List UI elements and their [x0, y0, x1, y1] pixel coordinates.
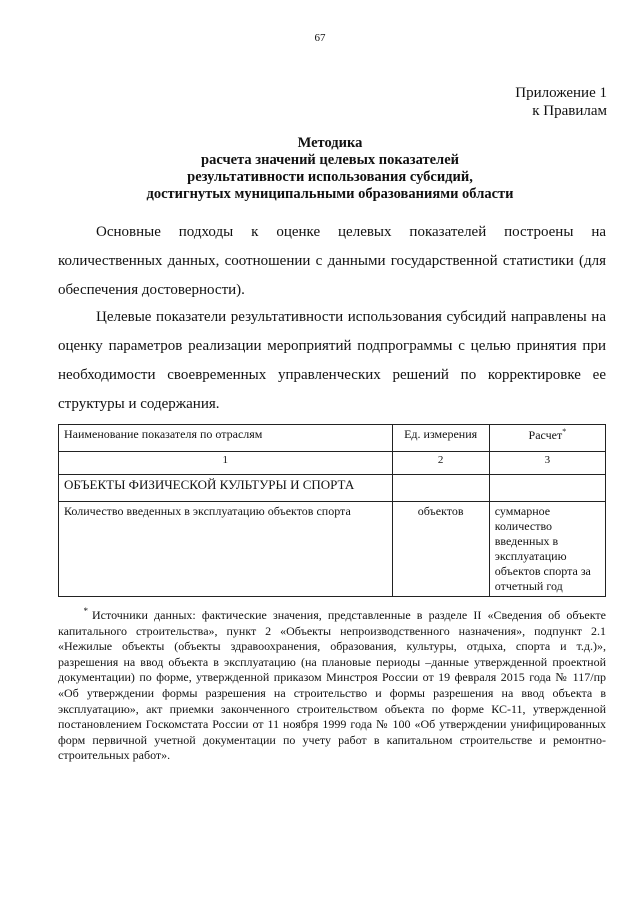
header-unit: Ед. измерения: [392, 425, 489, 452]
indicator-unit: объектов: [392, 502, 489, 597]
table-column-numbers-row: [59, 452, 606, 475]
table-section-row: [59, 475, 606, 502]
calc-line: эксплуатацию: [494, 549, 567, 563]
calc-line: отчетный год: [494, 579, 563, 593]
table-header-row: [59, 425, 606, 452]
indicators-table: [58, 424, 606, 597]
paragraph-1: [58, 218, 606, 305]
table-row: [59, 502, 606, 597]
title-line-2: расчета значений целевых показателей: [201, 152, 459, 168]
footnote-text: Источники данных: фактические значения, представленные в разделе II «Сведения об объекте капитального строительства», пункт 2 «Объекты непроизводственного назначения», подпункт 2.1 «Нежилые объекты (объекты здравоохранения, образования, культуры, отдыха, спорта и т.д.)», разрешения на ввод объекта в эксплуатацию (на плановые периоды –данные утвержденной проектной документации) по форме, утвержденной приказом Минстроя России от 19 февраля 2015 года № 117/пр «Об утверждении формы разрешения на строительство и формы разрешения на ввод объекта в эксплуатацию», акт приемки законченного строительством объекта по форме КС-11, утвержденной постановлением Госкомстата России от 11 ноября 1999 года № 100 «Об утверждении унифицированных форм первичной учетной документации по учету работ в капитальном строительстве и ремонтно-строительных работ».: [58, 608, 606, 763]
title-line-1: Методика: [297, 135, 363, 151]
paragraph-2: [58, 303, 606, 419]
header-name: Наименование показателя по отраслям: [59, 425, 393, 452]
section-title: ОБЪЕКТЫ ФИЗИЧЕСКОЙ КУЛЬТУРЫ И СПОРТА: [59, 475, 393, 502]
calc-line: суммарное: [494, 504, 551, 518]
calc-line: введенных в: [494, 534, 559, 548]
calc-line: количество: [494, 519, 553, 533]
section-empty-cell: [392, 475, 489, 502]
appendix-label: [515, 84, 607, 120]
column-number-1: 1: [59, 452, 393, 475]
footnote: * Источники данных: фактические значения, представленные в разделе II «Сведения об объекте капитального строительства», пункт 2 «Объекты непроизводственного назначения», подпункт 2.1 «Нежилые объекты (объекты здравоохранения, образования, культуры, отдыха, спорта и т.д.)», разрешения на ввод объекта в эксплуатацию (на плановые периоды –данные утвержденной проектной документации) по форме, утвержденной приказом Минстроя России от 19 февраля 2015 года № 117/пр «Об утверждении формы разрешения на строительство и формы разрешения на ввод объекта в эксплуатацию», акт приемки законченного строительством объекта по форме КС-11, утвержденной постановлением Госкомстата России от 11 ноября 1999 года № 100 «Об утверждении унифицированных форм первичной учетной документации по учету работ в капитальном строительстве и ремонтно-строительных работ».: [58, 606, 606, 763]
column-number-2: 2: [392, 452, 489, 475]
calc-line: объектов спорта за: [494, 564, 591, 578]
paragraph-2-text: Целевые показатели результативности использования субсидий направлены на оценку параметров реализации мероприятий подпрограммы с целью принятия при необходимости своевременных управленческих решений по корректировке ее структуры и содержания.: [58, 309, 606, 412]
appendix-line-1: Приложение 1: [515, 85, 607, 101]
title-line-4: достигнутых муниципальными образованиями области: [146, 186, 514, 202]
title-line-3: результативности использования субсидий,: [187, 169, 473, 185]
header-calc-label: Расчет: [528, 428, 563, 442]
appendix-line-2: к Правилам: [532, 103, 607, 119]
page-number: 67: [314, 32, 326, 44]
column-number-3: 3: [489, 452, 605, 475]
header-calc-footnote-mark: *: [562, 427, 567, 436]
document-title: [60, 135, 600, 203]
indicator-calc: [489, 502, 605, 597]
indicator-name: Количество введенных в эксплуатацию объектов спорта: [59, 502, 393, 597]
paragraph-1-text: Основные подходы к оценке целевых показателей построены на количественных данных, соотношении с данными государственной статистики (для обеспечения достоверности).: [58, 224, 606, 298]
header-calc: [489, 425, 605, 452]
section-empty-cell: [489, 475, 605, 502]
